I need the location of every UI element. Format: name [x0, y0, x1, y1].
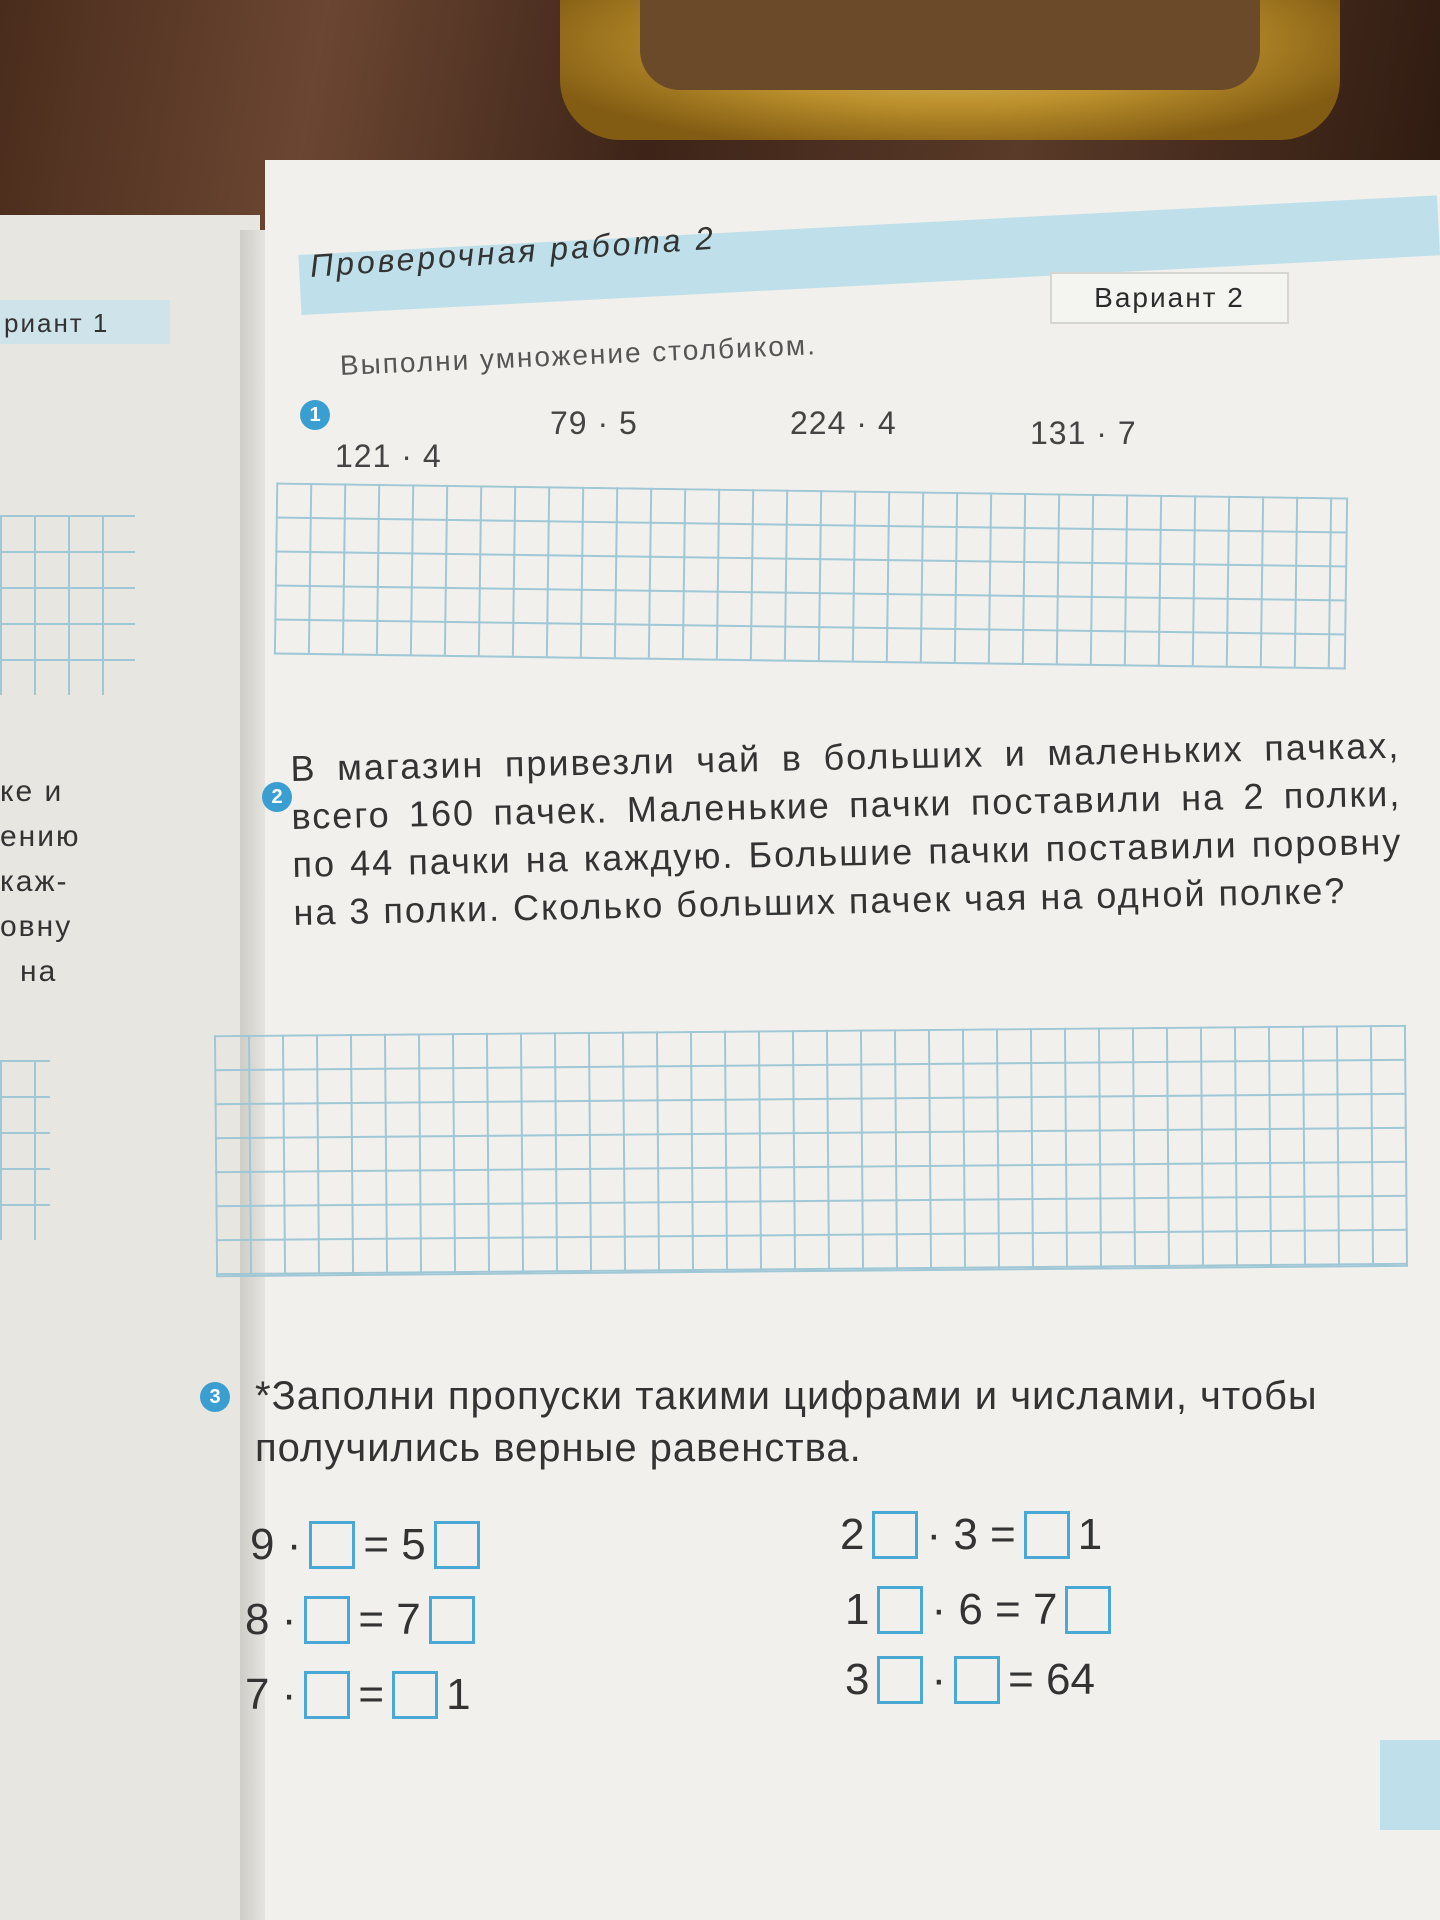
equation-4	[840, 1510, 1102, 1560]
equation-5	[845, 1585, 1111, 1635]
left-answer-grid	[0, 515, 135, 695]
equation-part: 8 ·	[245, 1595, 297, 1644]
equation-part: 1	[845, 1585, 870, 1634]
answer-box[interactable]	[1024, 1511, 1070, 1559]
equation-3	[245, 1670, 471, 1720]
answer-box[interactable]	[877, 1656, 923, 1704]
left-answer-grid-2	[0, 1060, 50, 1240]
task1-expression: 131 · 7	[1030, 415, 1137, 451]
task-number-3: 3	[200, 1382, 230, 1412]
page-title: Проверочная работа 2	[308, 219, 718, 284]
equation-part: · 6 = 7	[931, 1585, 1058, 1634]
equation-part: =	[358, 1670, 385, 1719]
equation-part: = 64	[1008, 1655, 1096, 1704]
answer-box[interactable]	[872, 1511, 918, 1559]
left-text-fragment: на	[20, 955, 58, 988]
gold-frame-inner	[640, 0, 1260, 90]
answer-box[interactable]	[434, 1521, 480, 1569]
task2-answer-grid[interactable]	[214, 1025, 1408, 1277]
task1-expression: 224 · 4	[790, 405, 897, 441]
left-text-fragment: каж-	[0, 865, 69, 898]
left-text-fragment: ению	[0, 820, 81, 853]
task-number-1: 1	[300, 400, 330, 430]
answer-box[interactable]	[309, 1521, 355, 1569]
equation-2	[245, 1595, 475, 1645]
answer-box[interactable]	[1065, 1586, 1111, 1634]
left-text-fragment: овну	[0, 910, 73, 943]
equation-part: 7 ·	[245, 1670, 297, 1719]
task2-problem-text: В магазин привезли чай в больших и маленьких пачках, всего 160 пачек. Маленькие пачки поставили на 2 полки, по 44 пачки на каждую. Большие пачки поставили поровну на 3 полки. Сколько больших пачек чая на одной полке?	[290, 724, 1403, 933]
left-variant-tab	[0, 300, 170, 344]
task1-expression: 121 · 4	[335, 438, 442, 474]
task-number-2: 2	[262, 782, 292, 812]
equation-part: = 7	[358, 1595, 421, 1644]
equation-part: ·	[931, 1655, 947, 1704]
equation-part: = 5	[363, 1520, 426, 1569]
equation-part: 1	[1077, 1510, 1103, 1559]
equation-part: 2	[840, 1510, 865, 1559]
variant-badge: Вариант 2	[1050, 272, 1289, 324]
equation-6	[845, 1655, 1095, 1705]
task3-star: *	[255, 1374, 272, 1418]
answer-box[interactable]	[304, 1596, 350, 1644]
task3-instruction	[255, 1370, 1440, 1474]
answer-box[interactable]	[304, 1671, 350, 1719]
equation-part: · 3 =	[926, 1510, 1016, 1559]
corner-tab	[1380, 1740, 1440, 1830]
task1-instruction: Выполни умножение столбиком.	[339, 329, 818, 381]
equation-part: 9 ·	[250, 1520, 302, 1569]
equation-part: 1	[446, 1670, 471, 1719]
task1-expression: 79 · 5	[550, 405, 638, 441]
task1-answer-grid[interactable]	[274, 483, 1348, 670]
task3-text: Заполни пропуски такими цифрами и числами, чтобы получились верные равенства.	[255, 1374, 1318, 1470]
answer-box[interactable]	[392, 1671, 438, 1719]
answer-box[interactable]	[429, 1596, 475, 1644]
left-text-fragment: ке и	[0, 775, 64, 808]
left-variant-label: риант 1	[4, 308, 110, 338]
answer-box[interactable]	[954, 1656, 1000, 1704]
answer-box[interactable]	[877, 1586, 923, 1634]
equation-part: 3	[845, 1655, 870, 1704]
equation-1	[250, 1520, 480, 1570]
